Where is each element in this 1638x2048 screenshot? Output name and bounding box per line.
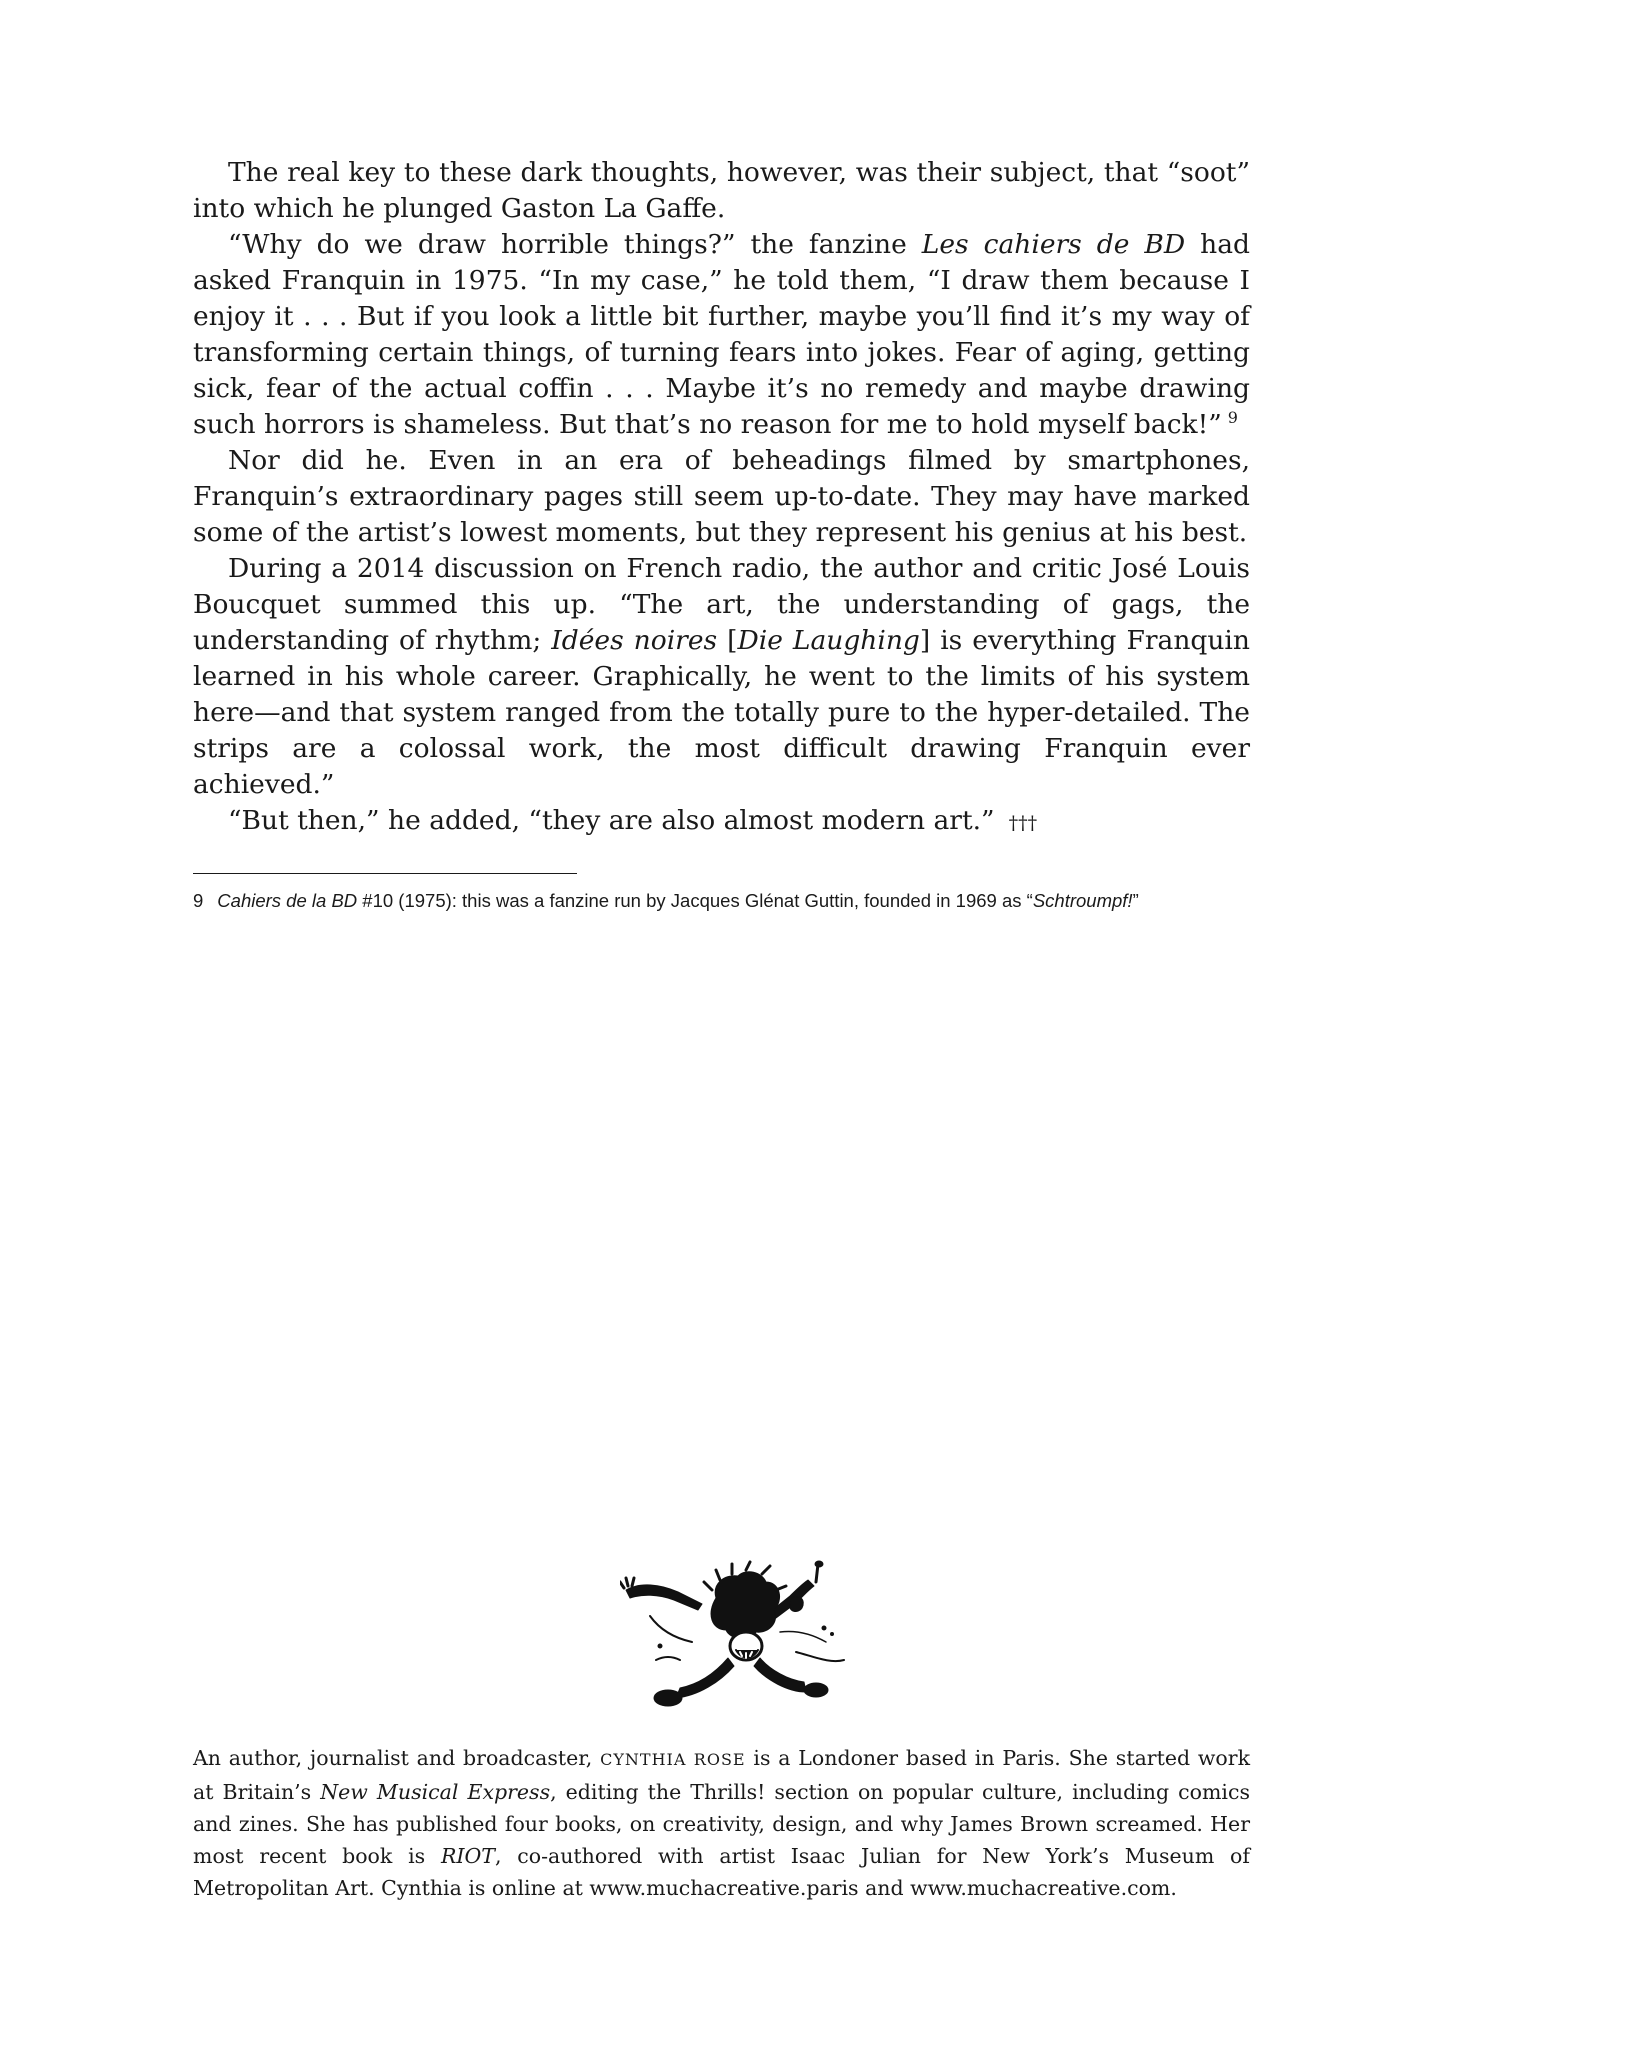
footnote-zine-title: Schtroumpf! xyxy=(1032,890,1133,911)
cartoon-figure-icon xyxy=(620,1560,860,1710)
riot-title: RIOT xyxy=(440,1844,495,1868)
paragraph-4: During a 2014 discussion on French radio, the author and critic José Louis Boucquet summed this up. “The art, the understanding of gags, the understanding of rhythm; Idées noires [Die Laughing] is everything Franquin learned in his whole career. Graphically, he went to the limits of his system here—and that system ranged from the totally pure to the hyper-detailed. The strips are a colossal work, the most difficult drawing Franquin ever achieved.” xyxy=(193,553,1250,800)
bio-paragraph: An author, journalist and broadcaster, CYNTHIA ROSE is a Londoner based in Paris. She started work at Britain’s New Musical Express, editing the Thrills! section on popular culture, including comics and zines. She has published four books, on creativity, design, and why James Brown screamed. Her most recent book is RIOT, co-authored with artist Isaac Julian for New York’s Museum of Metropolitan Art. Cynthia is online at www.muchacreative.paris and www.muchacreative.com. xyxy=(193,1746,1250,1900)
paragraph-5: “But then,” he added, “they are also almost modern art.” ††† xyxy=(228,805,1038,836)
fanzine-title: Les cahiers de BD xyxy=(921,229,1186,260)
end-mark: ††† xyxy=(1008,812,1038,834)
author-name: CYNTHIA ROSE xyxy=(600,1750,746,1769)
article-body xyxy=(193,155,1250,841)
footnote-reference[interactable]: 9 xyxy=(1227,408,1238,428)
paragraph-2: “Why do we draw horrible things?” the fanzine Les cahiers de BD had asked Franquin in 1975. “In my case,” he told them, “I draw them because I enjoy it . . . But if you look a little bit further, maybe you’ll find it’s my way of transforming certain things, of turning fears into jokes. Fear of aging, getting sick, fear of the actual coffin . . . Maybe it’s no remedy and maybe drawing such horrors is shameless. But that’s no reason for me to hold myself back!” $^9$ xyxy=(193,229,1250,440)
footnote-title: Cahiers de la BD xyxy=(217,890,358,911)
paragraph-1: The real key to these dark thoughts, however, was their subject, that “soot” into which he plunged Gaston La Gaffe. xyxy=(193,157,1250,224)
footnote-number: 9 xyxy=(193,890,204,911)
author-bio xyxy=(193,1742,1250,1904)
footnote-divider xyxy=(193,873,577,874)
paragraph-3: Nor did he. Even in an era of beheadings filmed by smartphones, Franquin’s extraordinary pages still seem up-to-date. They may have marked some of the artist’s lowest moments, but they represent his genius at his best. xyxy=(193,445,1250,548)
book-title-english: Die Laughing xyxy=(737,625,920,656)
footnote: 9 Cahiers de la BD #10 (1975): this was a fanzine run by Jacques Glénat Guttin, founded in 1969 as “Schtroumpf!” xyxy=(193,890,1139,911)
book-title: Idées noires xyxy=(551,625,718,656)
gaston-cartoon-illustration xyxy=(620,1560,860,1710)
nme-title: New Musical Express xyxy=(320,1780,551,1804)
